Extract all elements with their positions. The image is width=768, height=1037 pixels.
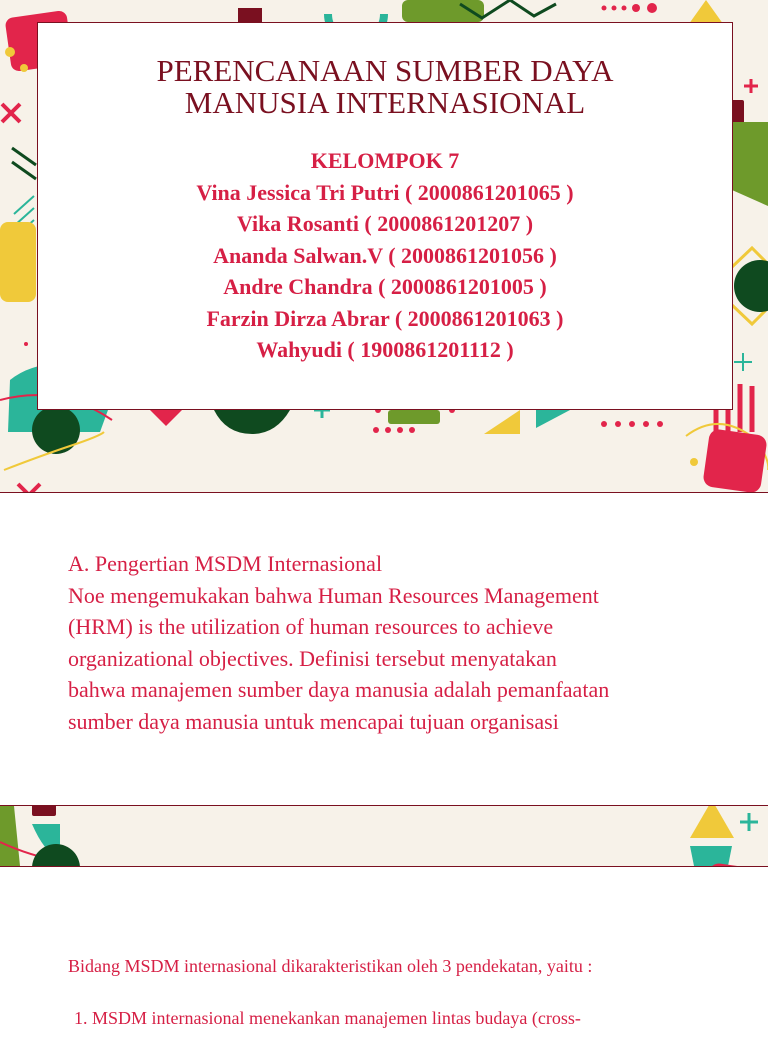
- section-heading: A. Pengertian MSDM Internasional: [68, 551, 383, 576]
- body-line: sumber daya manusia untuk mencapai tujuan organisasi: [68, 708, 559, 734]
- group-name: KELOMPOK 7: [310, 148, 460, 173]
- red-dot: [632, 4, 640, 12]
- red-dot: [397, 427, 403, 433]
- red-triangle-shape: [150, 410, 182, 426]
- definition-slide: [0, 492, 768, 806]
- red-dot: [601, 421, 607, 427]
- member-item: Farzin Dirza Abrar ( 2000861201063 ): [206, 305, 564, 331]
- green-rect-shape: [388, 410, 440, 424]
- body-line: Noe mengemukakan bahwa Human Resources Management: [68, 582, 599, 608]
- intro-paragraph: Bidang MSDM internasional dikarakteristikan oleh 3 pendekatan, yaitu :: [68, 956, 593, 976]
- red-plus-shape: [744, 79, 758, 93]
- member-item: Ananda Salwan.V ( 2000861201056 ): [213, 242, 557, 268]
- member-item: Wahyudi ( 1900861201112 ): [256, 337, 514, 362]
- teal-plus-shape: [734, 353, 752, 371]
- red-dot: [657, 421, 663, 427]
- yellow-rect-shape: [0, 222, 36, 302]
- red-dot: [385, 427, 391, 433]
- dark-green-circle-shape: [734, 260, 768, 312]
- yellow-triangle-shape: [484, 410, 520, 434]
- red-dot: [602, 6, 607, 11]
- red-square-shape: [702, 428, 768, 494]
- green-lines-shape: [12, 148, 36, 179]
- red-dot: [24, 342, 28, 346]
- body-line: (HRM) is the utilization of human resources to achieve: [68, 614, 554, 639]
- yellow-dot: [20, 64, 28, 72]
- teal-triangle-shape: [536, 410, 570, 428]
- group-members-list: [38, 145, 732, 366]
- dark-green-half-shape: [214, 410, 290, 434]
- red-dot: [622, 6, 627, 11]
- presentation-title: [38, 55, 732, 119]
- dark-green-circle-shape: [32, 406, 80, 454]
- red-dot: [615, 421, 621, 427]
- approaches-slide: [0, 866, 768, 1037]
- body-line: bahwa manajemen sumber daya manusia adalah pemanfaatan: [68, 677, 610, 702]
- member-item: Andre Chandra ( 2000861201005 ): [223, 274, 547, 299]
- red-dot: [373, 427, 379, 433]
- member-item: Vika Rosanti ( 2000861201207 ): [236, 211, 534, 236]
- title-line: MANUSIA INTERNASIONAL: [184, 85, 586, 120]
- teal-shape: [690, 846, 732, 866]
- title-slide: [37, 22, 733, 410]
- red-dot: [647, 3, 657, 13]
- member-item: Vina Jessica Tri Putri ( 2000861201065 ): [196, 179, 574, 205]
- green-leaf-shape: [732, 122, 768, 206]
- body-line: organizational objectives. Definisi tersebut menyatakan: [68, 645, 557, 671]
- yellow-dot: [690, 458, 698, 466]
- teal-plus-shape: [740, 813, 758, 831]
- definition-text: [68, 548, 748, 737]
- red-dot: [643, 421, 649, 427]
- green-leaf-shape: [0, 806, 20, 866]
- title-line: PERENCANAAN SUMBER DAYA: [156, 53, 614, 88]
- numbered-point: 1. MSDM internasional menekankan manajemen lintas budaya (cross-: [74, 1008, 581, 1028]
- red-dot: [409, 427, 415, 433]
- yellow-dot: [5, 47, 15, 57]
- red-dot: [629, 421, 635, 427]
- red-dot: [612, 6, 617, 11]
- red-x-shape: [2, 104, 20, 122]
